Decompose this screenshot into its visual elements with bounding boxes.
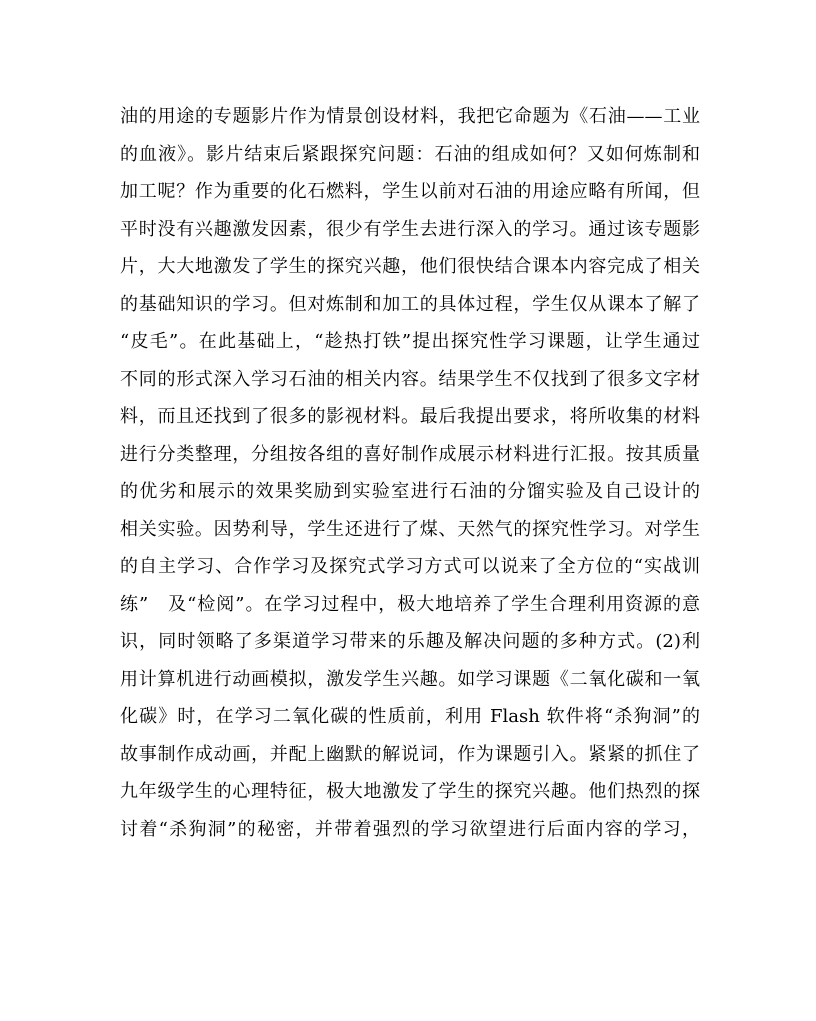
text-line: 的优劣和展示的效果奖励到实验室进行石油的分馏实验及自己设计的 [120, 481, 700, 502]
text-line: 化碳》时，在学习二氧化碳的性质前，利用 Flash 软件将“杀狗洞”的 [120, 706, 700, 727]
text-line: 不同的形式深入学习石油的相关内容。结果学生不仅找到了很多文字材 [120, 368, 700, 390]
text-line: 相关实验。因势利导，学生还进行了煤、天然气的探究性学习。对学生 [120, 518, 700, 540]
text-line: 加工呢？作为重要的化石燃料，学生以前对石油的用途应略有所闻，但 [120, 181, 700, 202]
text-line: 进行分类整理，分组按各组的喜好制作成展示材料进行汇报。按其质量 [120, 443, 700, 465]
text-line: 讨着“杀狗洞”的秘密，并带着强烈的学习欲望进行后面内容的学习， [120, 818, 700, 840]
text-line: 用计算机进行动画模拟，激发学生兴趣。如学习课题《二氧化碳和一氧 [120, 668, 700, 690]
text-line: 的自主学习、合作学习及探究式学习方式可以说来了全方位的“实战训 [120, 556, 700, 577]
text-line: 片，大大地激发了学生的探究兴趣，他们很快结合课本内容完成了相关 [120, 256, 700, 277]
text-line: 识，同时领略了多渠道学习带来的乐趣及解决问题的多种方式。(2)利 [120, 631, 700, 652]
text-line: 料，而且还找到了很多的影视材料。最后我提出要求，将所收集的材料 [120, 406, 700, 427]
text-line: 平时没有兴趣激发因素，很少有学生去进行深入的学习。通过该专题影 [120, 218, 700, 240]
text-line: 九年级学生的心理特征，极大地激发了学生的探究兴趣。他们热烈的探 [120, 781, 700, 802]
text-line: 的血液》。影片结束后紧跟探究问题：石油的组成如何？又如何炼制和 [120, 143, 700, 165]
text-line: 故事制作成动画，并配上幽默的解说词，作为课题引入。紧紧的抓住了 [120, 743, 700, 765]
body-text [120, 98, 700, 848]
text-line: 练” 及“检阅”。在学习过程中，极大地培养了学生合理利用资源的意 [120, 593, 700, 615]
text-line: 油的用途的专题影片作为情景创设材料，我把它命题为《石油——工业 [120, 106, 700, 127]
text-line: 的基础知识的学习。但对炼制和加工的具体过程，学生仅从课本了解了 [120, 293, 700, 315]
text-line: “皮毛”。在此基础上，“趁热打铁”提出探究性学习课题，让学生通过 [120, 331, 700, 352]
